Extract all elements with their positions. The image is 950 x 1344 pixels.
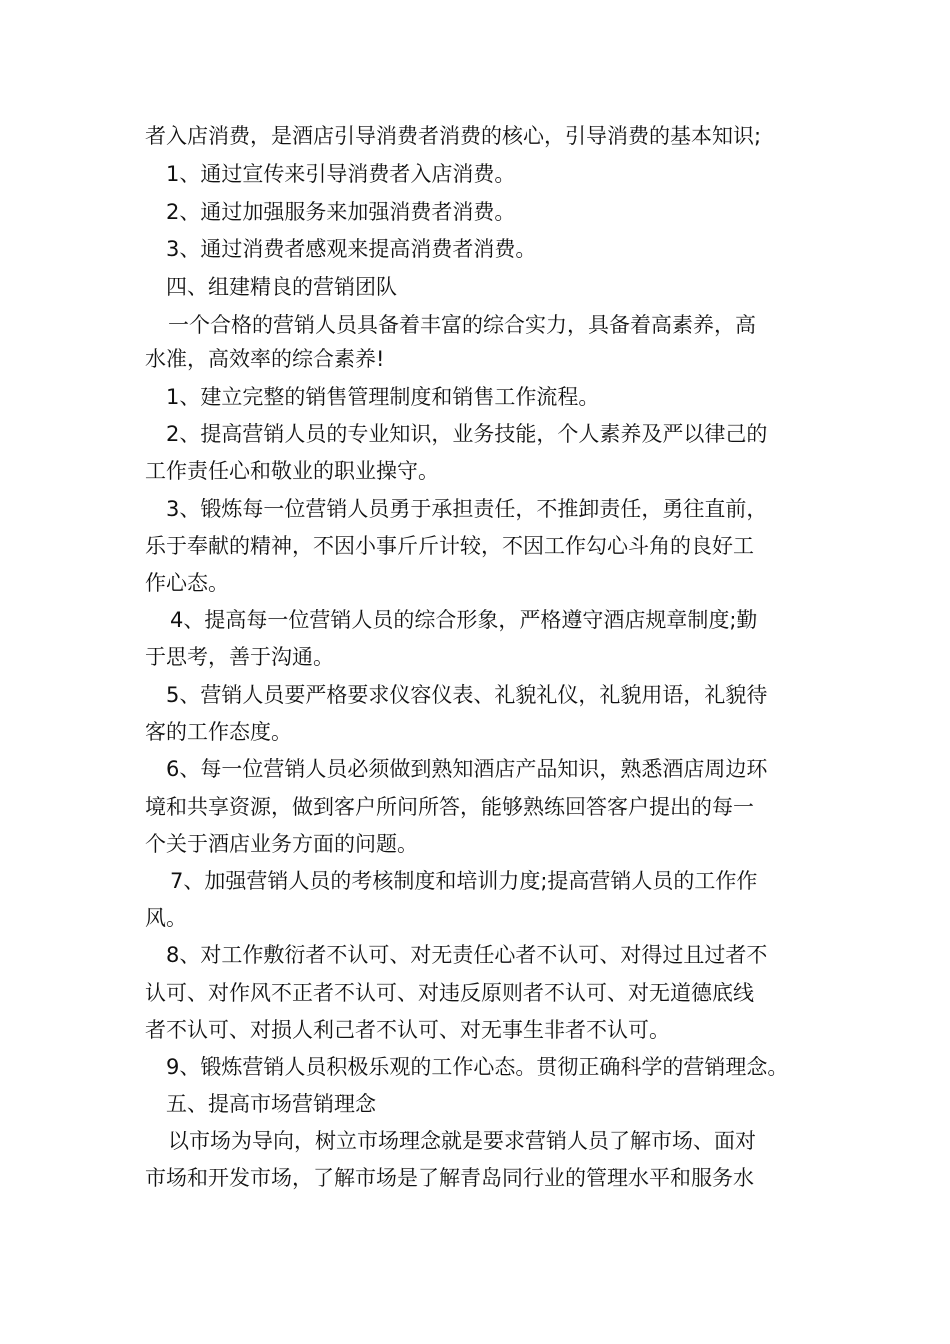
- list-item-continuation: 乐于奉献的精神，不因小事斤斤计较，不因工作勾心斗角的良好工: [145, 534, 754, 558]
- section-heading: 四、组建精良的营销团队: [166, 275, 397, 299]
- list-item-continuation: 认可、对作风不正者不认可、对违反原则者不认可、对无道德底线: [145, 981, 754, 1005]
- list-item: 2、提高营销人员的专业知识，业务技能，个人素养及严以律己的: [166, 422, 768, 446]
- list-item-continuation: 个关于酒店业务方面的问题。: [145, 832, 418, 856]
- text-line: 者入店消费，是酒店引导消费者消费的核心，引导消费的基本知识;: [145, 124, 762, 148]
- list-item: 1、通过宣传来引导消费者入店消费。: [166, 162, 516, 186]
- list-item: 1、建立完整的销售管理制度和销售工作流程。: [166, 385, 600, 409]
- list-item: 3、通过消费者感观来提高消费者消费。: [166, 237, 537, 261]
- list-item: 7、加强营销人员的考核制度和培训力度;提高营销人员的工作作: [170, 869, 758, 893]
- paragraph-line: 以市场为导向，树立市场理念就是要求营销人员了解市场、面对: [168, 1129, 756, 1153]
- paragraph-line: 一个合格的营销人员具备着丰富的综合实力，具备着高素养，高: [168, 313, 756, 337]
- list-item: 9、锻炼营销人员积极乐观的工作心态。贯彻正确科学的营销理念。: [166, 1055, 789, 1079]
- list-item-continuation: 风。: [145, 906, 187, 930]
- list-item-continuation: 者不认可、对损人利己者不认可、对无事生非者不认可。: [145, 1018, 670, 1042]
- list-item: 6、每一位营销人员必须做到熟知酒店产品知识，熟悉酒店周边环: [166, 757, 768, 781]
- section-heading: 五、提高市场营销理念: [166, 1092, 376, 1116]
- list-item-continuation: 境和共享资源，做到客户所问所答，能够熟练回答客户提出的每一: [145, 795, 754, 819]
- list-item: 2、通过加强服务来加强消费者消费。: [166, 200, 516, 224]
- paragraph-line: 水准，高效率的综合素养!: [145, 347, 385, 371]
- paragraph-line: 市场和开发市场，了解市场是了解青岛同行业的管理水平和服务水: [145, 1166, 754, 1190]
- list-item: 5、营销人员要严格要求仪容仪表、礼貌礼仪，礼貌用语，礼貌待: [166, 683, 768, 707]
- list-item: 8、对工作敷衍者不认可、对无责任心者不认可、对得过且过者不: [166, 943, 768, 967]
- list-item-continuation: 作心态。: [145, 571, 229, 595]
- list-item-continuation: 客的工作态度。: [145, 720, 292, 744]
- list-item-continuation: 于思考，善于沟通。: [145, 645, 334, 669]
- list-item: 3、锻炼每一位营销人员勇于承担责任，不推卸责任，勇往直前，: [166, 497, 768, 521]
- list-item-continuation: 工作责任心和敬业的职业操守。: [145, 459, 439, 483]
- list-item: 4、提高每一位营销人员的综合形象，严格遵守酒店规章制度;勤: [170, 608, 758, 632]
